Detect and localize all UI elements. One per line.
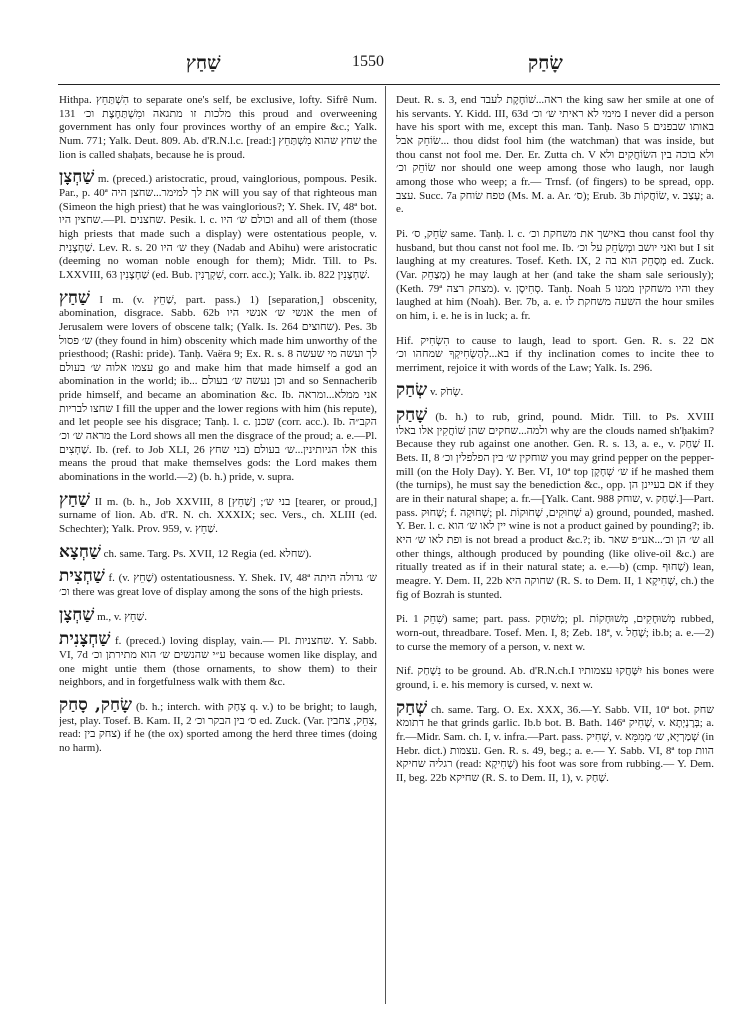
dictionary-entry [396,90,714,217]
entry-text: (b. h.) to rub, grind, pound. Midr. Till. to Ps. XVIII ולמה...שחקים שהן שׁוֹחֲקִין אלו באלו why are the clouds named sh'ḥakim? Because they rub against one another. Gen. R. s. 13, a. e., v. שַׁחַק II. Bets. II, 8 שוחקין ש׳ בין הפלפלין וכ׳ you may grind pepper on the pepper-mill (on the Holy Day). Y. Ber. VI, 10ª top ש׳ שְׁחָקָן if he mashed them (the turnips), he must say the benediction &c., opp. אם בעיינן הן if they are in their natural shape; a. fr.—[Yalk. Cant. 988 שוחק, v. שָׁחַק.]—Part. pass. שָׁחוּק; f. שְׁחוּקָה; pl. שְׁחוּקִים, שְׁחוּקוֹת a) ground, pounded, mashed. Y. Ber. l. c. יין לאו ש׳ הוא wine is not a product gained by pounding?; ib. ופת לאו ש׳ היא is not bread a product &c.?; ib. ש׳ הן וכ׳...אע״פ שאר all other things, although produced by pounding (like olive-oil &c.) are ritually treated as if in their natural state; a. e.—b) (cmp. שָׁחוּף) lean, meagre. Y. Dem. II, 22b שחוקה היא (R. S. to Dem. II, 1 שְׁחִיקָא, ch.) the fig of Bozrah is stunted. [396,411,714,601]
dictionary-entry [59,631,377,690]
entry-lemma: שַׁחְצָן [59,167,95,188]
dictionary-entry [59,169,377,282]
dictionary-entry [396,697,714,786]
entry-lemma: שָׁחַק [396,405,428,426]
dictionary-entry [396,331,714,376]
entry-lemma: שְׂחַק [396,380,428,401]
dictionary-entry [396,382,714,400]
dictionary-entry [59,568,377,599]
header-rule [58,84,720,85]
entry-lemma: שַׁחְצָן [59,604,95,625]
entry-text: Hif. הִשְׂחִיק to cause to laugh, lead to sport. Gen. R. s. 22 אם בא...לְהַשְׂחִיקְךָ שמחהו וכ׳ if thy inclination comes to incite thee to merriment, rejoice it with words of the Law; Yalk. Is. 296. [396,334,714,374]
right-column [396,90,714,1005]
entry-lemma: שַׁחַץ [59,287,90,308]
dictionary-entry [59,604,377,625]
entry-lemma: שַׁחַץ [59,489,90,510]
entry-text: Hithpa. הִשְׁתַּחֵץ to separate one's self, be exclusive, lofty. Sifrê Num. 131 מלכות זו מתגאה ומִשְׁתַּחֶצֶת וכ׳ this proud and overweening government has only four provinces worthy of an empire &c.; Yalk. Num. 771; Yalk. Deut. 809. Ab. d'R.N.l.c. [read:] שחץ שהוא מִשְׁתַּחֵץ the lion is called shaḥats, because he is proud. [59,94,377,161]
dictionary-entry [59,541,377,562]
entry-text: f. (v. שַׁחֵץ) ostentatiousness. Y. Shek. IV, 48ª ש׳ גדולה היתה וכ׳ there was great love of display among the sons of the high priests. [59,572,377,598]
right-running-headword: שָׂחַק [528,52,563,74]
entry-lemma: שָׂחַק, סָחַק [59,694,133,715]
left-running-headword: שַׁחַץ [186,52,221,74]
column-divider [385,86,386,1004]
entry-text: v. שְׂחֹק. [429,386,464,399]
entry-text: Deut. R. s. 3, end ראה...שׁוֹחֶקֶת לעבד the king saw her smile at one of his servants. Y. Kidd. III, 63d מימי לא ראיתי ש׳ וכ׳ I never did a person have his sport with me, except this man. Tanḥ. Naso 5 באותו שבפנים שׂוֹחֵק אבל... thou didst fool him (the watchman) that was inside, but thou canst not fool me. Der. Er. Zutta ch. V ולא בוכה בין השׂוֹחֲקִים ולא שׂוֹחֵק וכ׳ nor should one weep among those who laugh, nor laugh among those who weep; a fr.— Trnsf. (of fingers) to be spread, opp. עצב. Succ. 7a טפח שׂוחק (Ms. M. a. Ar. ס׳); Erub. 3b שׂוֹחֲקוֹת, v. עָצַב; a. e. [396,94,714,216]
entry-lemma: שַׁחְצִית [59,566,105,587]
page-header [0,52,750,76]
dictionary-entry [396,407,714,602]
entry-text: Nif. נִשְׁחַק to be ground. Ab. d'R.N.ch.I יִשָּׁחֲקוּ עצמותיו his bones were ground, i. e. his memory is cursed, v. next w. [396,665,714,691]
entry-lemma: שַׁחְצָא [59,541,101,562]
page-number: 1550 [352,53,384,70]
entry-text: Pi. שִׁחֵק 1) same; part. pass. מְשׁוּחָק; pl. מְשׁוּחָקִים, מְשׁוּחָקוֹת rubbed, worn-out, threadbare. Tosef. Men. I, 8; Zeb. 18ª, v. שָׁחַל; ib.b; a. e.—2) to curse the memory of a person, v. next w. [396,613,714,653]
entry-lemma: שְׁחַק [396,697,428,718]
dictionary-entry [59,489,377,537]
entry-text: m., v. שַׁחֵץ. [97,610,147,623]
entry-text: ch. same. Targ. O. Ex. XXX, 36.—Y. Sabb. VII, 10ª bot. שחק דתומא he that grinds garlic. Ib.b bot. B. Bath. 146ª שָׁחִיק, v. בְּרָנְיְתָא; a. fr.—Midr. Sam. ch. I, v. infra.—Part. pass. שְׁחִיק, v. שְׁמַרְיָא, ש׳ מְמִמֵּא (in Hebr. dict.) עצמות. Gen. R. s. 49, beg.; a. e.— Y. Sabb. VI, 8ª top הוות רגליה שחיקא (read: שְׁחִיקָא) his foot was sore from rubbing.— Y. Dem. II, beg. 22b שחיקא (R. S. to Dem. II, 1), v. שָׁחַק. [396,703,714,784]
entry-lemma: שַׁחְצָנִית [59,629,111,650]
dictionary-entry [59,287,377,485]
entry-text: m. (preced.) aristocratic, proud, vainglorious, pompous. Pesik. Par., p. 40ª את לך למימר...שחצן היה will you say of that righteous man (Simeon the high priest) that he was vainglorious?; Y. Shek. IV, 48ª bot. שחצין היו.—Pl. שחצנים. Pesik. l. c. וכולם ש׳ היו and all of them (those high priests that made such a display) were ostentatious people, v. שַׁחְצָנִית. Lev. R. s. 20 ש׳ היו they (Nadab and Abihu) were aristocratic (deeming no woman noble enough for them); Midr. Till. to Ps. LXXVIII, 63 שַׁחְצָנִין (ed. Bub. שִׁקְרָנִין, corr. acc.); Yalk. ib. 822 שַׁחְצָנִין. [59,173,377,281]
dictionary-entry [59,694,377,756]
entry-text: (b. h.; interch. with צָחַק q. v.) to be bright; to laugh, jest, play. Tosef. B. Kam. II, 2 ס׳ בין הבקר וכ׳ ed. Zuck. (Var. צִחֵק, צחבין, read: צחק בין) if he (the ox) sported among the herd three times (doing no harm). [59,700,377,754]
dictionary-entry [396,661,714,692]
dictionary-entry [396,609,714,654]
left-column [59,90,377,1005]
dictionary-entry [59,90,377,162]
entry-text: ch. same. Targ. Ps. XVII, 12 Regia (ed. שחלא). [103,547,312,560]
entry-text: I m. (v. שַׁחֵץ, part. pass.) 1) [separation,] obscenity, abomination, disgrace. Sabb. 62b אנשי ש׳ אנשי היו the men of Jerusalem were lovers of obscene talk; (Yalk. Is. 264 שחוצים). Pes. 3b ש׳ פסול (they found in him) obscenity which made him unworthy of the priesthood; (Rashi: pride). Tanḥ. Vaëra 9; Ex. R. s. 8 לך ועשה מי שעשה עצמו אלוה ש׳ בעולם go and make him that made himself a god an abomination in the world; ib... וכן נעשה ש׳ בעולם and so Sennacherib pride himself, and became an abomination &c. Ib. אני ממלא...ומראה שחצו לבריות I fill the upper and the lower regions with him (his repute), and let people see his disgrace; Tanḥ. l. c. שכנן (corr. acc.). Ib. הקב״ה מראה ש׳ וכ׳ the Lord shows all men the disgrace of the proud; a. e.—Pl. שַׁחְצִים. Ib. (ref. to Job XLI, 26 בני שחץ) אלו הגיותינין...ש׳ בעולם this means the proud that make themselves gods: the Lord makes them abominations in the world.—2) (b. h.) pride, v. supra. [59,293,377,484]
entry-text: Pi. שִׂחֵק, ס׳ same. Tanḥ. l. c. באישך את משחקת וכ׳ thou canst fool thy husband, but thou canst not fool me. Ib. ואני יושב ומְשַׂחֵק על וכ׳ but I sit laughing at my creatures. Tosef. Keth. IX, 2 מְסַחֵק הוא בה ed. Zuck. (Var. מְצַחֵק) he may laugh at her (and take the sham sale seriously); (Keth. 79ª מצחק רצה). v. סְחִיסָן. Tanḥ. Noah 5 והיו משחקין ממנו they laughed at him (Noah). Ber. 7b, a. e. השעה משחקת לו the hour smiles on him, i. e. he is in luck; a. fr. [396,227,714,322]
entry-text: f. (preced.) loving display, vain.— Pl. שחצניות. Y. Sabb. VI, 7d ע״י שהנשים ש׳ הוא מתירתן וכ׳ because women like display, and one might untie them (those ornaments, to show them) to their neighbors, and in forgetfulness walk with them &c. [59,635,377,689]
dictionary-entry [396,224,714,324]
entry-text: II m. (b. h., Job XXVIII, 8 בני ש׳; [שַׁחֵץ] [tearer, or proud,] surname of lion. Ab. d'R. N. ch. XXXIX; sec. Vers., ch. XLIII (ed. Schechter); Yalk. Prov. 959, v. שַׁחֵץ. [59,495,377,536]
